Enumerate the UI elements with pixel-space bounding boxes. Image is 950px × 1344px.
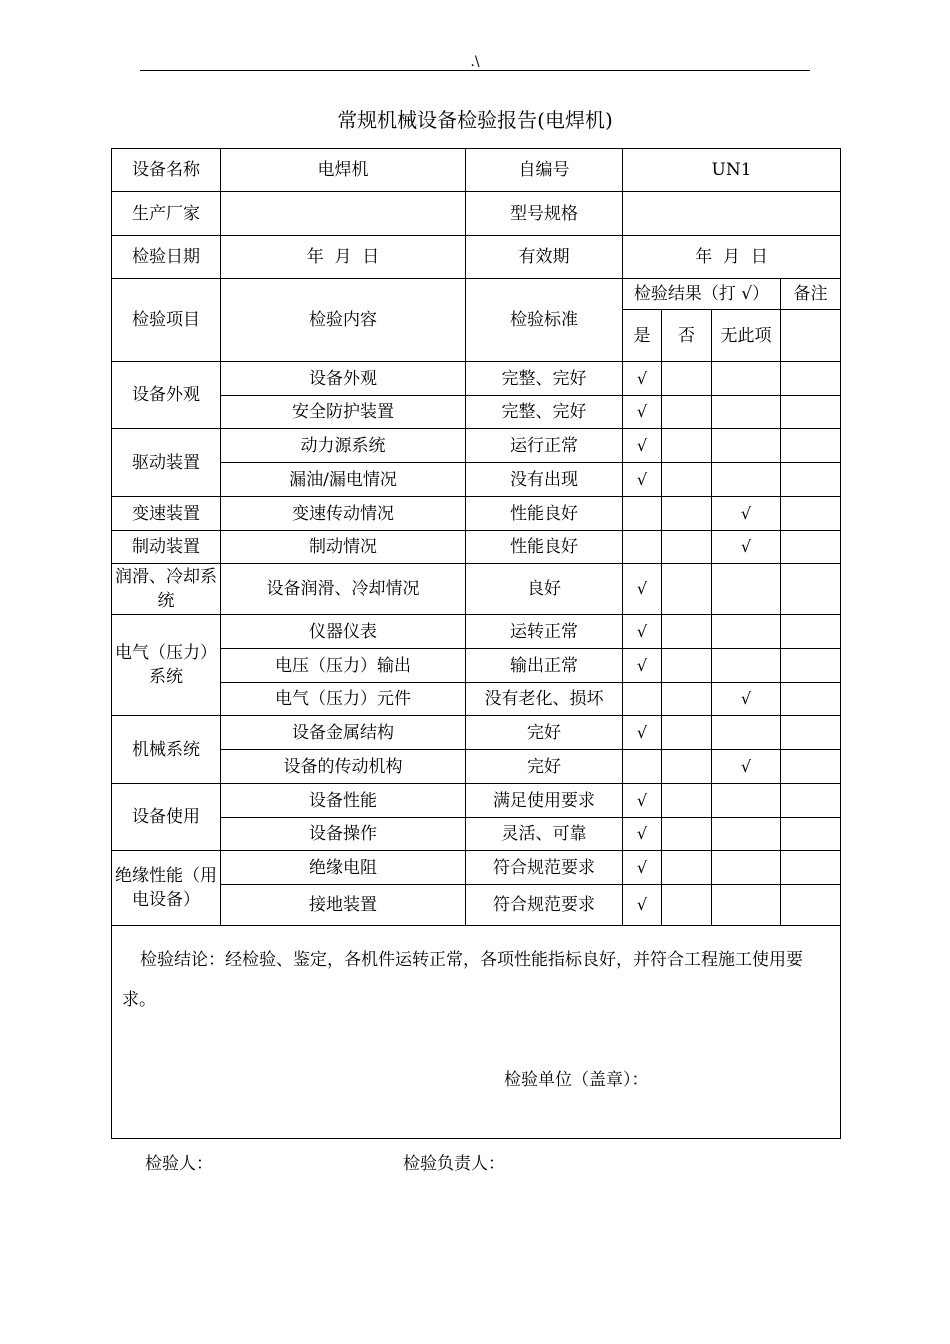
row-check-na [712, 396, 781, 429]
row-check-na [712, 716, 781, 750]
row-content: 设备润滑、冷却情况 [221, 564, 466, 615]
row-content: 变速传动情况 [221, 497, 466, 531]
row-standard: 没有老化、损坏 [466, 683, 623, 716]
row-check-no [662, 564, 712, 615]
conclusion-row [112, 926, 841, 1139]
row-check-yes: √ [623, 429, 662, 463]
col-result: 检验结果（打 √） [623, 279, 781, 310]
group-name: 绝缘性能（用电设备） [112, 851, 221, 926]
col-yes: 是 [623, 310, 662, 362]
row-standard: 完好 [466, 750, 623, 784]
row-remark [781, 615, 841, 649]
row-remark [781, 564, 841, 615]
row-check-no [662, 531, 712, 564]
row-check-na [712, 851, 781, 885]
device-code-value: UN1 [623, 149, 841, 192]
row-check-yes [623, 750, 662, 784]
row-check-no [662, 750, 712, 784]
group-name: 电气（压力）系统 [112, 615, 221, 716]
row-remark [781, 497, 841, 531]
table-row [112, 818, 841, 851]
row-check-no [662, 649, 712, 683]
table-row [112, 564, 841, 615]
row-remark [781, 531, 841, 564]
table-row [112, 649, 841, 683]
row-content: 电气（压力）元件 [221, 683, 466, 716]
row-standard: 没有出现 [466, 463, 623, 497]
row-check-yes: √ [623, 463, 662, 497]
leader-label: 检验负责人： [403, 1154, 505, 1174]
table-row [112, 683, 841, 716]
header-rule [140, 70, 810, 71]
group-name: 设备使用 [112, 784, 221, 851]
info-row-date [112, 236, 841, 279]
valid-value: 年 月 日 [623, 236, 841, 279]
row-standard: 性能良好 [466, 497, 623, 531]
col-remark-blank [781, 310, 841, 362]
col-item: 检验项目 [112, 279, 221, 362]
row-remark [781, 429, 841, 463]
row-content: 漏油/漏电情况 [221, 463, 466, 497]
row-content: 制动情况 [221, 531, 466, 564]
row-check-yes: √ [623, 851, 662, 885]
col-na: 无此项 [712, 310, 781, 362]
row-standard: 良好 [466, 564, 623, 615]
row-check-yes: √ [623, 362, 662, 396]
info-row-maker [112, 192, 841, 236]
row-standard: 灵活、可靠 [466, 818, 623, 851]
row-check-na [712, 818, 781, 851]
row-check-yes: √ [623, 615, 662, 649]
group-name: 润滑、冷却系统 [112, 564, 221, 615]
row-check-na [712, 885, 781, 926]
row-check-na [712, 362, 781, 396]
table-row [112, 784, 841, 818]
device-name-value: 电焊机 [221, 149, 466, 192]
row-check-na: √ [712, 497, 781, 531]
table-row [112, 429, 841, 463]
row-check-no [662, 818, 712, 851]
row-standard: 满足使用要求 [466, 784, 623, 818]
stamp-label: 检验单位（盖章）： [504, 1070, 649, 1090]
row-remark [781, 649, 841, 683]
conclusion-text: 检验结论：经检验、鉴定，各机件运转正常，各项性能指标良好，并符合工程施工使用要求。 [122, 950, 803, 1010]
row-check-yes: √ [623, 818, 662, 851]
row-standard: 输出正常 [466, 649, 623, 683]
col-no: 否 [662, 310, 712, 362]
row-remark [781, 683, 841, 716]
row-check-na [712, 649, 781, 683]
row-standard: 完整、完好 [466, 396, 623, 429]
group-name: 制动装置 [112, 531, 221, 564]
inspect-date-value: 年 月 日 [221, 236, 466, 279]
table-row [112, 750, 841, 784]
row-check-no [662, 615, 712, 649]
table-row [112, 885, 841, 926]
info-row-name [112, 149, 841, 192]
group-name: 设备外观 [112, 362, 221, 429]
row-check-yes [623, 531, 662, 564]
table-row [112, 851, 841, 885]
row-check-no [662, 885, 712, 926]
row-remark [781, 784, 841, 818]
row-content: 设备性能 [221, 784, 466, 818]
page-title: 常规机械设备检验报告(电焊机) [337, 108, 613, 132]
table-row [112, 497, 841, 531]
row-standard: 运转正常 [466, 615, 623, 649]
column-header-row [112, 279, 841, 310]
group-name: 机械系统 [112, 716, 221, 784]
row-content: 绝缘电阻 [221, 851, 466, 885]
row-check-na: √ [712, 531, 781, 564]
inspector-label: 检验人： [145, 1154, 213, 1174]
row-check-yes: √ [623, 396, 662, 429]
table-row [112, 396, 841, 429]
row-check-no [662, 463, 712, 497]
table-row [112, 615, 841, 649]
row-standard: 完好 [466, 716, 623, 750]
row-content: 接地装置 [221, 885, 466, 926]
row-check-na [712, 564, 781, 615]
row-content: 设备的传动机构 [221, 750, 466, 784]
col-remark: 备注 [781, 279, 841, 310]
row-check-no [662, 396, 712, 429]
row-check-yes: √ [623, 716, 662, 750]
row-content: 设备操作 [221, 818, 466, 851]
group-name: 变速装置 [112, 497, 221, 531]
row-remark [781, 463, 841, 497]
row-content: 电压（压力）输出 [221, 649, 466, 683]
row-check-na: √ [712, 750, 781, 784]
table-row [112, 531, 841, 564]
row-content: 仪器仪表 [221, 615, 466, 649]
row-standard: 符合规范要求 [466, 851, 623, 885]
row-check-no [662, 784, 712, 818]
valid-label: 有效期 [466, 236, 623, 279]
header-mark: .\ [470, 54, 480, 70]
inspect-date-label: 检验日期 [112, 236, 221, 279]
row-content: 动力源系统 [221, 429, 466, 463]
device-code-label: 自编号 [466, 149, 623, 192]
row-remark [781, 885, 841, 926]
inspection-table [111, 148, 841, 1139]
conclusion-cell [112, 926, 841, 1139]
row-check-yes [623, 497, 662, 531]
maker-value [221, 192, 466, 236]
model-value [623, 192, 841, 236]
device-name-label: 设备名称 [112, 149, 221, 192]
row-content: 安全防护装置 [221, 396, 466, 429]
table-row [112, 716, 841, 750]
row-check-na: √ [712, 683, 781, 716]
row-check-no [662, 716, 712, 750]
row-check-yes [623, 683, 662, 716]
row-check-yes: √ [623, 784, 662, 818]
row-check-yes: √ [623, 564, 662, 615]
maker-label: 生产厂家 [112, 192, 221, 236]
row-remark [781, 818, 841, 851]
row-check-no [662, 683, 712, 716]
row-remark [781, 396, 841, 429]
row-check-yes: √ [623, 649, 662, 683]
row-check-na [712, 463, 781, 497]
row-standard: 完整、完好 [466, 362, 623, 396]
table-row [112, 463, 841, 497]
row-check-no [662, 362, 712, 396]
group-name: 驱动装置 [112, 429, 221, 497]
row-check-no [662, 429, 712, 463]
row-check-yes: √ [623, 885, 662, 926]
row-content: 设备外观 [221, 362, 466, 396]
row-remark [781, 750, 841, 784]
row-standard: 性能良好 [466, 531, 623, 564]
row-remark [781, 716, 841, 750]
table-row [112, 362, 841, 396]
row-remark [781, 851, 841, 885]
row-remark [781, 362, 841, 396]
col-content: 检验内容 [221, 279, 466, 362]
row-check-no [662, 851, 712, 885]
row-check-no [662, 497, 712, 531]
row-standard: 符合规范要求 [466, 885, 623, 926]
row-check-na [712, 429, 781, 463]
row-standard: 运行正常 [466, 429, 623, 463]
col-standard: 检验标准 [466, 279, 623, 362]
row-check-na [712, 615, 781, 649]
row-check-na [712, 784, 781, 818]
model-label: 型号规格 [466, 192, 623, 236]
row-content: 设备金属结构 [221, 716, 466, 750]
